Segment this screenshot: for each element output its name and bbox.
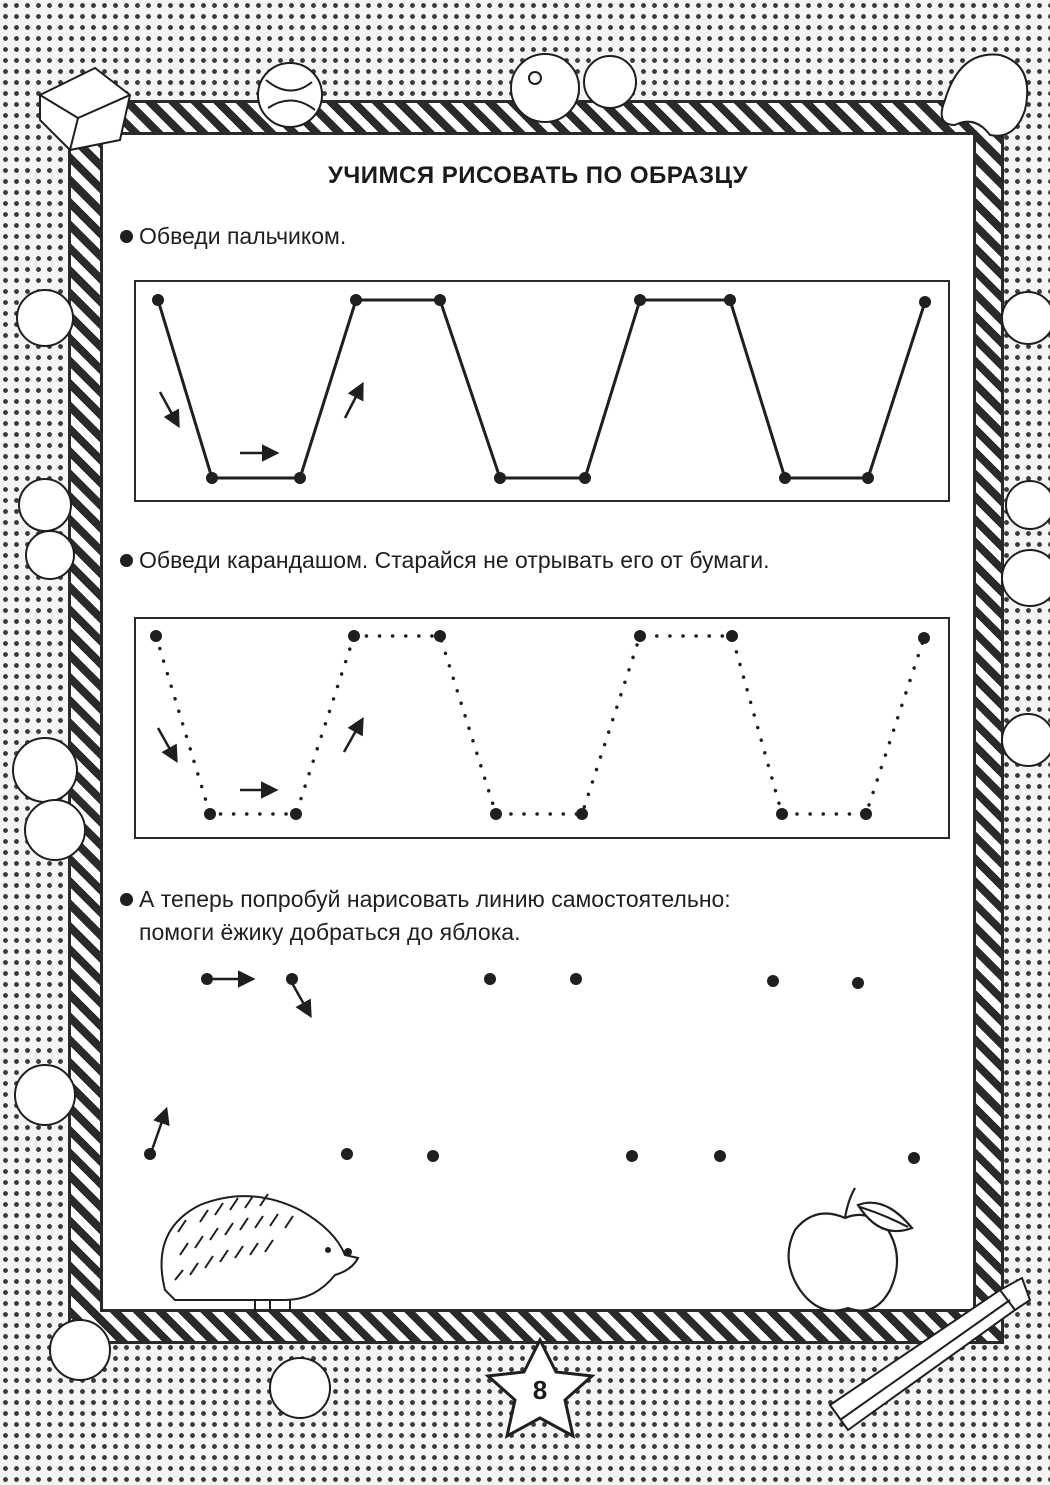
instruction-1-text: Обведи пальчиком. bbox=[139, 223, 347, 249]
hedgehog-illustration bbox=[162, 1194, 358, 1312]
instruction-2-text: Обведи карандашом. Старайся не отрывать его от бумаги. bbox=[139, 547, 770, 573]
trace-path-dotted[interactable] bbox=[150, 630, 930, 820]
page-number: 8 bbox=[532, 1375, 548, 1405]
cherries-icon bbox=[511, 54, 636, 122]
apple-illustration bbox=[789, 1188, 912, 1311]
connect-dots[interactable] bbox=[144, 973, 920, 1164]
trace-path-solid[interactable] bbox=[152, 294, 931, 484]
page-title: УЧИМСЯ РИСОВАТЬ ПО ОБРАЗЦУ bbox=[327, 162, 749, 189]
candy-ball-icon bbox=[258, 63, 322, 127]
instruction-3-line1: А теперь попробуй нарисовать линию самостоятельно: bbox=[139, 886, 731, 912]
arrow-icon bbox=[160, 385, 362, 453]
arrow-icon bbox=[152, 979, 310, 1150]
instruction-3-line2: помоги ёжику добраться до яблока. bbox=[139, 919, 521, 945]
cube-illustration bbox=[40, 68, 130, 150]
arrow-icon bbox=[158, 720, 362, 790]
bean-icon bbox=[942, 55, 1028, 136]
